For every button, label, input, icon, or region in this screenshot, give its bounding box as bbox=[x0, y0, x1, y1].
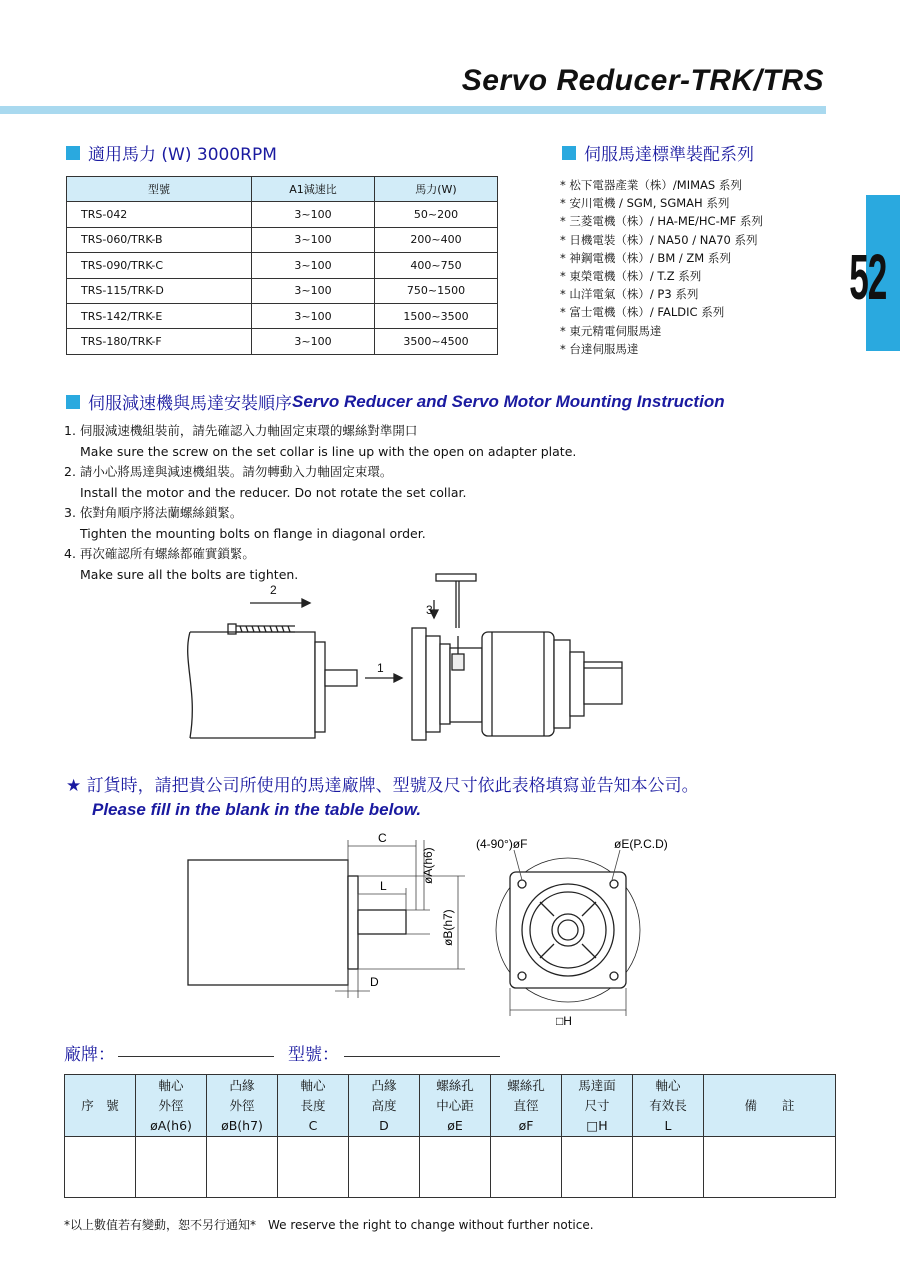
step-cn: 3. 依對角順序將法蘭螺絲鎖緊。 bbox=[64, 505, 243, 520]
label-3: 3 bbox=[426, 603, 433, 617]
table-row: TRS-115/TRK-D 3~100 750~1500 bbox=[67, 278, 498, 303]
list-item: * 三菱電機（株）/ HA-ME/HC-MF 系列 bbox=[560, 212, 763, 230]
brand-field[interactable] bbox=[118, 1055, 274, 1057]
mounting-steps bbox=[64, 421, 576, 585]
dim-c-label: C bbox=[378, 831, 387, 845]
order-table-header: 序 號 軸心 外徑 øA(h6) 凸緣 外徑 øB(h7) 軸心 長度 C 凸緣 高度 D 螺絲孔 中心距 øE 螺絲孔 直徑 øF 馬達面 尺寸 □H 軸心 有效長 L 備 註 bbox=[65, 1075, 836, 1137]
table-row: TRS-042 3~100 50~200 bbox=[67, 202, 498, 227]
power-heading: 適用馬力 (W) 3000RPM bbox=[66, 140, 277, 165]
table-row: TRS-142/TRK-E 3~100 1500~3500 bbox=[67, 303, 498, 328]
order-subheading: Please fill in the blank in the table below. bbox=[92, 800, 422, 819]
table-cell[interactable] bbox=[136, 1137, 207, 1198]
page-number: 52 bbox=[849, 241, 886, 313]
mounting-diagram bbox=[180, 570, 660, 750]
dimension-front-view bbox=[470, 830, 690, 1030]
step-en: Tighten the mounting bolts on flange in diagonal order. bbox=[80, 525, 426, 541]
dim-e-label: øE(P.C.D) bbox=[614, 837, 668, 851]
table-cell[interactable] bbox=[349, 1137, 420, 1198]
square-bullet-icon bbox=[562, 146, 576, 160]
header-bar bbox=[0, 106, 826, 114]
step-en: Make sure the screw on the set collar is line up with the open on adapter plate. bbox=[80, 443, 577, 459]
order-table-blank-row bbox=[65, 1137, 836, 1198]
step-en: Make sure all the bolts are tighten. bbox=[80, 566, 299, 582]
dim-a-label: øA(h6) bbox=[421, 847, 435, 884]
list-item: * 松下電器產業（株）/MIMAS 系列 bbox=[560, 176, 763, 194]
table-row: TRS-180/TRK-F 3~100 3500~4500 bbox=[67, 329, 498, 354]
mounting-heading: 伺服減速機與馬達安裝順序 Servo Reducer and Servo Motor Mounting Instruction bbox=[66, 389, 725, 414]
list-item: * 安川電機 / SGM, SGMAH 系列 bbox=[560, 194, 763, 212]
dim-f-label: (4-90°)øF bbox=[476, 837, 528, 851]
dim-h-label: □H bbox=[556, 1014, 572, 1028]
step-cn: 1. 伺服減速機組裝前，請先確認入力軸固定束環的螺絲對準開口 bbox=[64, 423, 418, 438]
table-row: TRS-060/TRK-B 3~100 200~400 bbox=[67, 227, 498, 252]
list-item: * 東元精電伺服馬達 bbox=[560, 322, 763, 340]
step-cn: 4. 再次確認所有螺絲都確實鎖緊。 bbox=[64, 546, 255, 561]
dim-b-label: øB(h7) bbox=[441, 909, 455, 946]
table-cell[interactable] bbox=[278, 1137, 349, 1198]
dim-d-label: D bbox=[370, 975, 379, 989]
square-bullet-icon bbox=[66, 395, 80, 409]
table-cell[interactable] bbox=[562, 1137, 633, 1198]
servo-heading: 伺服馬達標準裝配系列 bbox=[562, 140, 754, 165]
list-item: * 神鋼電機（株）/ BM / ZM 系列 bbox=[560, 249, 763, 267]
order-table bbox=[64, 1074, 836, 1198]
list-item: * 山洋電氣（株）/ P3 系列 bbox=[560, 285, 763, 303]
page-title: Servo Reducer-TRK/TRS bbox=[461, 64, 824, 97]
square-bullet-icon bbox=[66, 146, 80, 160]
footnote: *以上數值若有變動，恕不另行通知* We reserve the right to change without further notice. bbox=[64, 1218, 594, 1232]
dim-l-label: L bbox=[380, 879, 387, 893]
table-cell[interactable] bbox=[491, 1137, 562, 1198]
dimension-side-view bbox=[180, 828, 480, 1008]
list-item: * 日機電裝（株）/ NA50 / NA70 系列 bbox=[560, 231, 763, 249]
order-heading: ★ 訂貨時，請把貴公司所使用的馬達廠牌、型號及尺寸依此表格填寫並告知本公司。 bbox=[66, 776, 699, 796]
table-cell[interactable] bbox=[65, 1137, 136, 1198]
step-en: Install the motor and the reducer. Do not rotate the set collar. bbox=[80, 484, 467, 500]
table-cell[interactable] bbox=[633, 1137, 704, 1198]
list-item: * 台達伺服馬達 bbox=[560, 340, 763, 358]
table-cell[interactable] bbox=[704, 1137, 836, 1198]
model-field[interactable] bbox=[344, 1055, 500, 1057]
list-item: * 東榮電機（株）/ T.Z 系列 bbox=[560, 267, 763, 285]
table-row: TRS-090/TRK-C 3~100 400~750 bbox=[67, 253, 498, 278]
brand-label: 廠牌： bbox=[64, 1045, 115, 1065]
list-item: * 富士電機（株）/ FALDIC 系列 bbox=[560, 303, 763, 321]
table-cell[interactable] bbox=[420, 1137, 491, 1198]
power-table bbox=[66, 176, 498, 355]
servo-list bbox=[560, 176, 763, 358]
model-label: 型號： bbox=[288, 1045, 339, 1065]
power-table-header: 型號 A1減速比 馬力(W) bbox=[67, 177, 498, 202]
table-cell[interactable] bbox=[207, 1137, 278, 1198]
label-1: 1 bbox=[377, 661, 384, 675]
step-cn: 2. 請小心將馬達與減速機組裝。請勿轉動入力軸固定束環。 bbox=[64, 464, 393, 479]
label-2: 2 bbox=[270, 583, 277, 597]
